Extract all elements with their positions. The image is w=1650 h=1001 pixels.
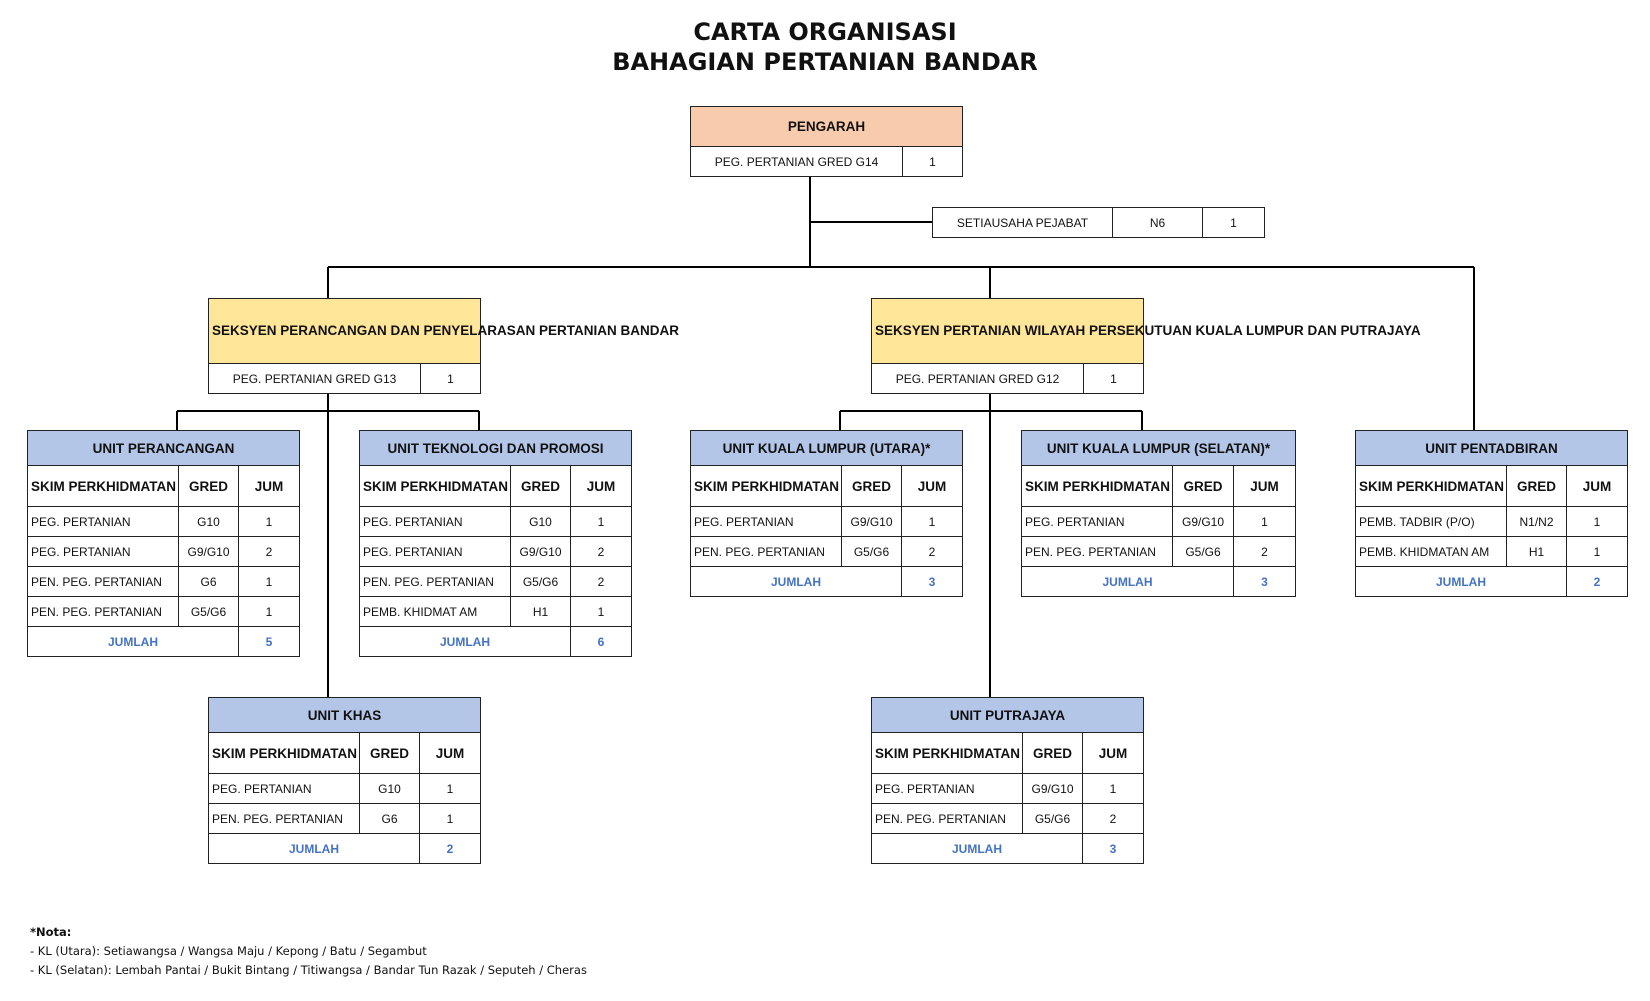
section-title: SEKSYEN PERANCANGAN DAN PENYELARASAN PERTANIAN BANDAR: [209, 299, 481, 364]
table-row: [360, 597, 632, 627]
total-value: 5: [239, 627, 300, 657]
jum-cell: 2: [571, 537, 632, 567]
total-value: 2: [1567, 567, 1628, 597]
column-header-skim: SKIM PERKHIDMATAN: [1022, 466, 1173, 507]
unit-title: UNIT KUALA LUMPUR (SELATAN)*: [1022, 431, 1296, 466]
total-label: JUMLAH: [872, 834, 1083, 864]
unit-kl-utara-table: [690, 430, 963, 597]
section-perancangan-box: [208, 298, 680, 394]
unit-teknologi-promosi-table: [359, 430, 632, 657]
unit-kl-selatan-table: [1021, 430, 1296, 597]
setiausaha-count: 1: [1203, 208, 1265, 238]
total-value: 3: [902, 567, 963, 597]
gred-cell: G5/G6: [511, 567, 571, 597]
total-label: JUMLAH: [28, 627, 239, 657]
section-count: 1: [421, 364, 481, 394]
table-row: [691, 537, 963, 567]
unit-title: UNIT TEKNOLOGI DAN PROMOSI: [360, 431, 632, 466]
column-header-gred: GRED: [842, 466, 902, 507]
gred-cell: G9/G10: [1173, 507, 1234, 537]
gred-cell: G5/G6: [842, 537, 902, 567]
pengarah-count: 1: [903, 147, 963, 177]
skim-cell: PEG. PERTANIAN: [691, 507, 842, 537]
column-header-skim: SKIM PERKHIDMATAN: [872, 733, 1023, 774]
total-row: [209, 834, 481, 864]
jum-cell: 1: [420, 774, 481, 804]
unit-title: UNIT PUTRAJAYA: [872, 698, 1144, 733]
skim-cell: PEG. PERTANIAN: [209, 774, 360, 804]
setiausaha-box: [932, 207, 1265, 238]
jum-cell: 1: [1567, 507, 1628, 537]
skim-cell: PEMB. KHIDMATAN AM: [1356, 537, 1507, 567]
skim-cell: PEN. PEG. PERTANIAN: [28, 567, 179, 597]
column-header-jum: JUM: [571, 466, 632, 507]
skim-cell: PEG. PERTANIAN: [28, 507, 179, 537]
table-row: [872, 774, 1144, 804]
pengarah-title: PENGARAH: [691, 107, 963, 147]
setiausaha-post: SETIAUSAHA PEJABAT: [933, 208, 1113, 238]
setiausaha-grade: N6: [1113, 208, 1203, 238]
table-row: [1356, 537, 1628, 567]
jum-cell: 1: [571, 507, 632, 537]
gred-cell: N1/N2: [1507, 507, 1567, 537]
column-header-jum: JUM: [902, 466, 963, 507]
skim-cell: PEG. PERTANIAN: [360, 537, 511, 567]
skim-cell: PEMB. TADBIR (P/O): [1356, 507, 1507, 537]
gred-cell: G10: [511, 507, 571, 537]
table-row: [28, 537, 300, 567]
gred-cell: H1: [511, 597, 571, 627]
total-label: JUMLAH: [1356, 567, 1567, 597]
unit-putrajaya-table: [871, 697, 1144, 864]
column-header-skim: SKIM PERKHIDMATAN: [209, 733, 360, 774]
jum-cell: 2: [239, 537, 300, 567]
total-row: [28, 627, 300, 657]
column-header-gred: GRED: [1173, 466, 1234, 507]
jum-cell: 2: [571, 567, 632, 597]
gred-cell: G5/G6: [1173, 537, 1234, 567]
total-value: 6: [571, 627, 632, 657]
gred-cell: G6: [179, 567, 239, 597]
table-row: [28, 507, 300, 537]
column-header-jum: JUM: [420, 733, 481, 774]
total-label: JUMLAH: [1022, 567, 1234, 597]
skim-cell: PEG. PERTANIAN: [360, 507, 511, 537]
jum-cell: 1: [571, 597, 632, 627]
table-row: [28, 567, 300, 597]
skim-cell: PEN. PEG. PERTANIAN: [28, 597, 179, 627]
gred-cell: G9/G10: [1023, 774, 1083, 804]
table-row: [1022, 507, 1296, 537]
note-line-kl-utara: - KL (Utara): Setiawangsa / Wangsa Maju / Kepong / Batu / Segambut: [30, 944, 427, 958]
total-row: [1022, 567, 1296, 597]
total-value: 3: [1083, 834, 1144, 864]
jum-cell: 1: [1234, 507, 1296, 537]
jum-cell: 1: [420, 804, 481, 834]
skim-cell: PEN. PEG. PERTANIAN: [1022, 537, 1173, 567]
skim-cell: PEMB. KHIDMAT AM: [360, 597, 511, 627]
table-row: [1022, 537, 1296, 567]
skim-cell: PEN. PEG. PERTANIAN: [691, 537, 842, 567]
skim-cell: PEG. PERTANIAN: [1022, 507, 1173, 537]
section-count: 1: [1084, 364, 1144, 394]
gred-cell: G9/G10: [842, 507, 902, 537]
jum-cell: 2: [1083, 804, 1144, 834]
gred-cell: G5/G6: [179, 597, 239, 627]
jum-cell: 1: [239, 567, 300, 597]
pengarah-box: [690, 106, 963, 177]
total-label: JUMLAH: [691, 567, 902, 597]
column-header-gred: GRED: [360, 733, 420, 774]
section-title: SEKSYEN PERTANIAN WILAYAH PERSEKUTUAN KUALA LUMPUR DAN PUTRAJAYA: [872, 299, 1144, 364]
section-post: PEG. PERTANIAN GRED G13: [209, 364, 421, 394]
gred-cell: G5/G6: [1023, 804, 1083, 834]
skim-cell: PEG. PERTANIAN: [872, 774, 1023, 804]
gred-cell: G6: [360, 804, 420, 834]
pengarah-post: PEG. PERTANIAN GRED G14: [691, 147, 903, 177]
total-label: JUMLAH: [209, 834, 420, 864]
column-header-skim: SKIM PERKHIDMATAN: [28, 466, 179, 507]
table-row: [1356, 507, 1628, 537]
unit-title: UNIT PERANCANGAN: [28, 431, 300, 466]
table-row: [360, 537, 632, 567]
note-line-kl-selatan: - KL (Selatan): Lembah Pantai / Bukit Bintang / Titiwangsa / Bandar Tun Razak / Seputeh / Cheras: [30, 963, 587, 977]
skim-cell: PEN. PEG. PERTANIAN: [209, 804, 360, 834]
section-post: PEG. PERTANIAN GRED G12: [872, 364, 1084, 394]
jum-cell: 1: [902, 507, 963, 537]
unit-title: UNIT PENTADBIRAN: [1356, 431, 1628, 466]
jum-cell: 2: [1234, 537, 1296, 567]
gred-cell: H1: [1507, 537, 1567, 567]
skim-cell: PEN. PEG. PERTANIAN: [872, 804, 1023, 834]
column-header-gred: GRED: [179, 466, 239, 507]
unit-pentadbiran-table: [1355, 430, 1628, 597]
total-row: [360, 627, 632, 657]
table-row: [360, 567, 632, 597]
unit-perancangan-table: [27, 430, 300, 657]
column-header-skim: SKIM PERKHIDMATAN: [360, 466, 511, 507]
column-header-jum: JUM: [1567, 466, 1628, 507]
gred-cell: G9/G10: [179, 537, 239, 567]
total-row: [1356, 567, 1628, 597]
gred-cell: G10: [179, 507, 239, 537]
column-header-skim: SKIM PERKHIDMATAN: [691, 466, 842, 507]
total-label: JUMLAH: [360, 627, 571, 657]
jum-cell: 1: [239, 597, 300, 627]
jum-cell: 1: [239, 507, 300, 537]
column-header-jum: JUM: [239, 466, 300, 507]
note-title: *Nota:: [30, 925, 72, 939]
column-header-skim: SKIM PERKHIDMATAN: [1356, 466, 1507, 507]
column-header-jum: JUM: [1083, 733, 1144, 774]
column-header-jum: JUM: [1234, 466, 1296, 507]
table-row: [360, 507, 632, 537]
table-row: [28, 597, 300, 627]
section-wilayah-box: [871, 298, 1421, 394]
table-row: [872, 804, 1144, 834]
jum-cell: 1: [1567, 537, 1628, 567]
table-row: [691, 507, 963, 537]
total-value: 3: [1234, 567, 1296, 597]
table-row: [209, 774, 481, 804]
column-header-gred: GRED: [1507, 466, 1567, 507]
skim-cell: PEG. PERTANIAN: [28, 537, 179, 567]
gred-cell: G10: [360, 774, 420, 804]
column-header-gred: GRED: [1023, 733, 1083, 774]
unit-title: UNIT KUALA LUMPUR (UTARA)*: [691, 431, 963, 466]
chart-title-line2: BAHAGIAN PERTANIAN BANDAR: [612, 48, 1038, 76]
table-row: [209, 804, 481, 834]
total-value: 2: [420, 834, 481, 864]
jum-cell: 2: [902, 537, 963, 567]
unit-khas-table: [208, 697, 481, 864]
unit-title: UNIT KHAS: [209, 698, 481, 733]
gred-cell: G9/G10: [511, 537, 571, 567]
total-row: [872, 834, 1144, 864]
total-row: [691, 567, 963, 597]
jum-cell: 1: [1083, 774, 1144, 804]
skim-cell: PEN. PEG. PERTANIAN: [360, 567, 511, 597]
chart-title-line1: CARTA ORGANISASI: [693, 18, 957, 46]
column-header-gred: GRED: [511, 466, 571, 507]
